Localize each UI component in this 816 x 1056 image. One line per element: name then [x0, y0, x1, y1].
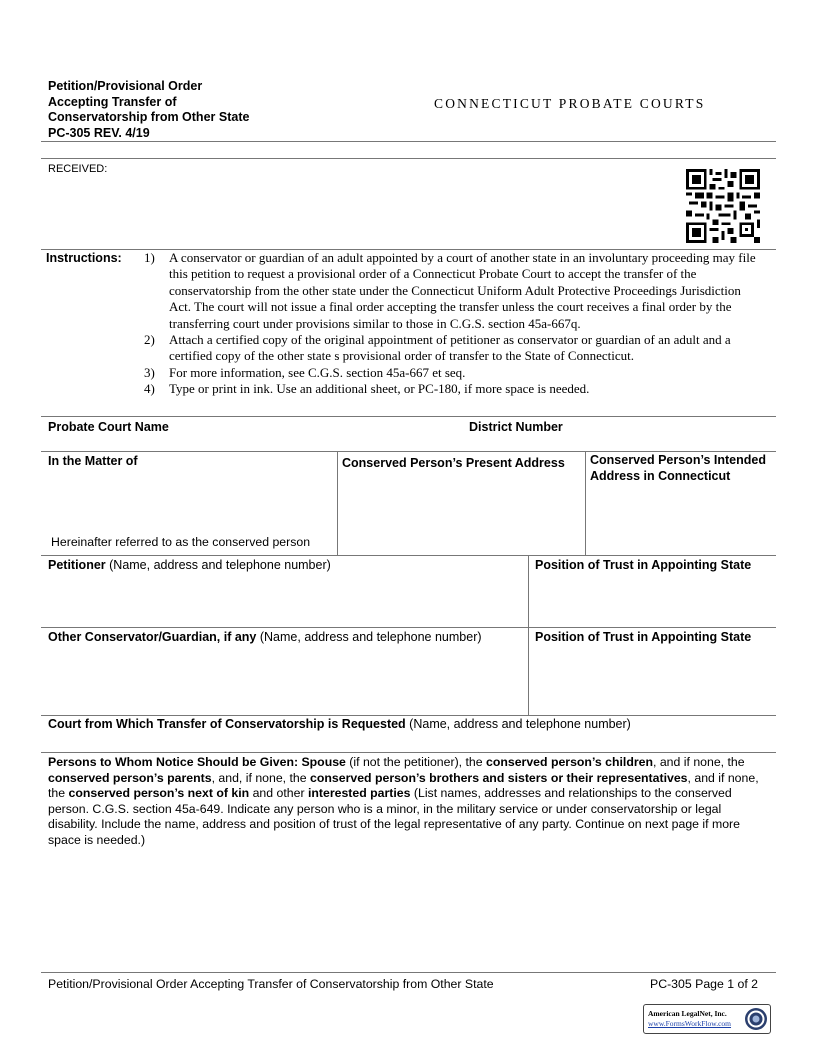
other-conservator-field[interactable] — [48, 630, 482, 644]
divider — [337, 451, 338, 555]
other-conservator-label: Other Conservator/Guardian, if any — [48, 630, 257, 644]
logo-company: American LegalNet, Inc. — [648, 1009, 727, 1018]
instructions-label: Instructions: — [46, 251, 122, 265]
form-number: PC-305 REV. 4/19 — [48, 125, 150, 140]
instructions-list — [140, 250, 765, 398]
notice-text-bold: conserved person’s parents — [48, 770, 212, 785]
instruction-item — [140, 250, 765, 332]
divider — [41, 451, 776, 452]
instruction-number: 3) — [144, 364, 155, 380]
notice-text: (List names, addresses and relationships to the conserved person. C.G.S. section 45a-649. Indicate any person who is a minor, in the military service or under conservatorship or legal disability. Include the name, address and position of trust of the legal representative of any party. Continue on next page if more space is needed.) — [48, 786, 740, 847]
instruction-text: For more information, see C.G.S. section 45a-667 et seq. — [169, 364, 466, 380]
position-of-trust-field[interactable]: Position of Trust in Appointing State — [535, 630, 752, 644]
notice-text-bold: Persons to Whom Notice Should be Given: Spouse — [48, 755, 346, 769]
district-number-field[interactable]: District Number — [469, 420, 563, 434]
qr-code-icon — [686, 169, 760, 243]
divider — [585, 451, 586, 555]
instruction-item — [140, 381, 765, 397]
notice-text: (if not the petitioner), the — [345, 755, 487, 769]
form-title-line: Accepting Transfer of — [48, 94, 177, 109]
instruction-text: Attach a certified copy of the original appointment of petitioner as conservator or guardian of an adult and a certified copy of the other state s provisional order of transfer to the State of Connecticut. — [169, 332, 731, 364]
divider — [41, 158, 776, 159]
globe-icon — [744, 1007, 768, 1031]
notice-text-bold: conserved person’s brothers and sisters or their representatives — [310, 770, 688, 785]
notice-text: and other — [249, 786, 308, 800]
notice-text: , and if none, the — [48, 770, 759, 800]
notice-paragraph[interactable] — [48, 755, 770, 848]
received-label: RECEIVED: — [48, 163, 108, 175]
instruction-number: 4) — [144, 381, 155, 397]
form-title-line: Conservatorship from Other State — [48, 110, 250, 124]
instruction-number: 2) — [144, 332, 155, 348]
divider — [41, 141, 776, 142]
notice-text-bold: conserved person’s children — [486, 755, 653, 769]
footer-page-number: PC-305 Page 1 of 2 — [650, 977, 759, 991]
court-name: CONNECTICUT PROBATE COURTS — [434, 96, 706, 111]
instruction-item — [140, 332, 765, 365]
intended-address-field[interactable]: Conserved Person’s Intended Address in Connecticut — [590, 453, 766, 483]
logo-url: www.FormsWorkFlow.com — [648, 1019, 732, 1028]
notice-text-bold: conserved person’s next of kin — [68, 786, 250, 800]
notice-text: , and, if none, the — [211, 770, 311, 785]
divider — [41, 972, 776, 973]
publisher-logo[interactable] — [643, 1004, 771, 1034]
transfer-court-field[interactable] — [48, 717, 631, 731]
petitioner-field[interactable] — [48, 558, 331, 572]
present-address-field[interactable]: Conserved Person’s Present Address — [342, 456, 565, 470]
petitioner-hint: (Name, address and telephone number) — [105, 558, 331, 572]
divider — [41, 752, 776, 753]
divider — [528, 555, 529, 715]
divider — [41, 715, 776, 716]
divider — [41, 627, 776, 628]
transfer-court-hint: (Name, address and telephone number) — [405, 717, 631, 731]
instruction-item — [140, 365, 765, 381]
form-title — [48, 79, 249, 141]
transfer-court-label: Court from Which Transfer of Conservatorship is Requested — [48, 717, 406, 731]
divider — [41, 416, 776, 417]
instruction-number: 1) — [144, 250, 155, 265]
notice-text: , and if none, the — [653, 755, 745, 769]
in-the-matter-of-field[interactable]: In the Matter of — [48, 454, 138, 468]
probate-court-name-field[interactable]: Probate Court Name — [48, 420, 169, 434]
footer-form-title: Petition/Provisional Order Accepting Transfer of Conservatorship from Other State — [48, 977, 494, 991]
position-of-trust-field[interactable]: Position of Trust in Appointing State — [535, 558, 752, 572]
instruction-text: Type or print in ink. Use an additional sheet, or PC-180, if more space is needed. — [169, 381, 590, 397]
form-title-line: Petition/Provisional Order — [48, 79, 203, 93]
instruction-text: A conservator or guardian of an adult appointed by a court of another state in an involuntary proceeding may file this petition to request a provisional order of a Connecticut Probate Court to accept the transfer of the conservatorship from the other state under the Connecticut Uniform Adult Protective Proceedings Jurisdiction Act. The court will not issue a final order accepting the transfer unless the court receives a final order by the transferring court under provisions similar to those in C.G.S. section 45a-667q. — [169, 250, 756, 331]
petitioner-label: Petitioner — [48, 558, 106, 572]
other-conservator-hint: (Name, address and telephone number) — [256, 630, 482, 644]
hereinafter-note: Hereinafter referred to as the conserved person — [51, 535, 311, 549]
notice-text-bold: interested parties — [307, 786, 411, 800]
divider — [41, 555, 776, 556]
